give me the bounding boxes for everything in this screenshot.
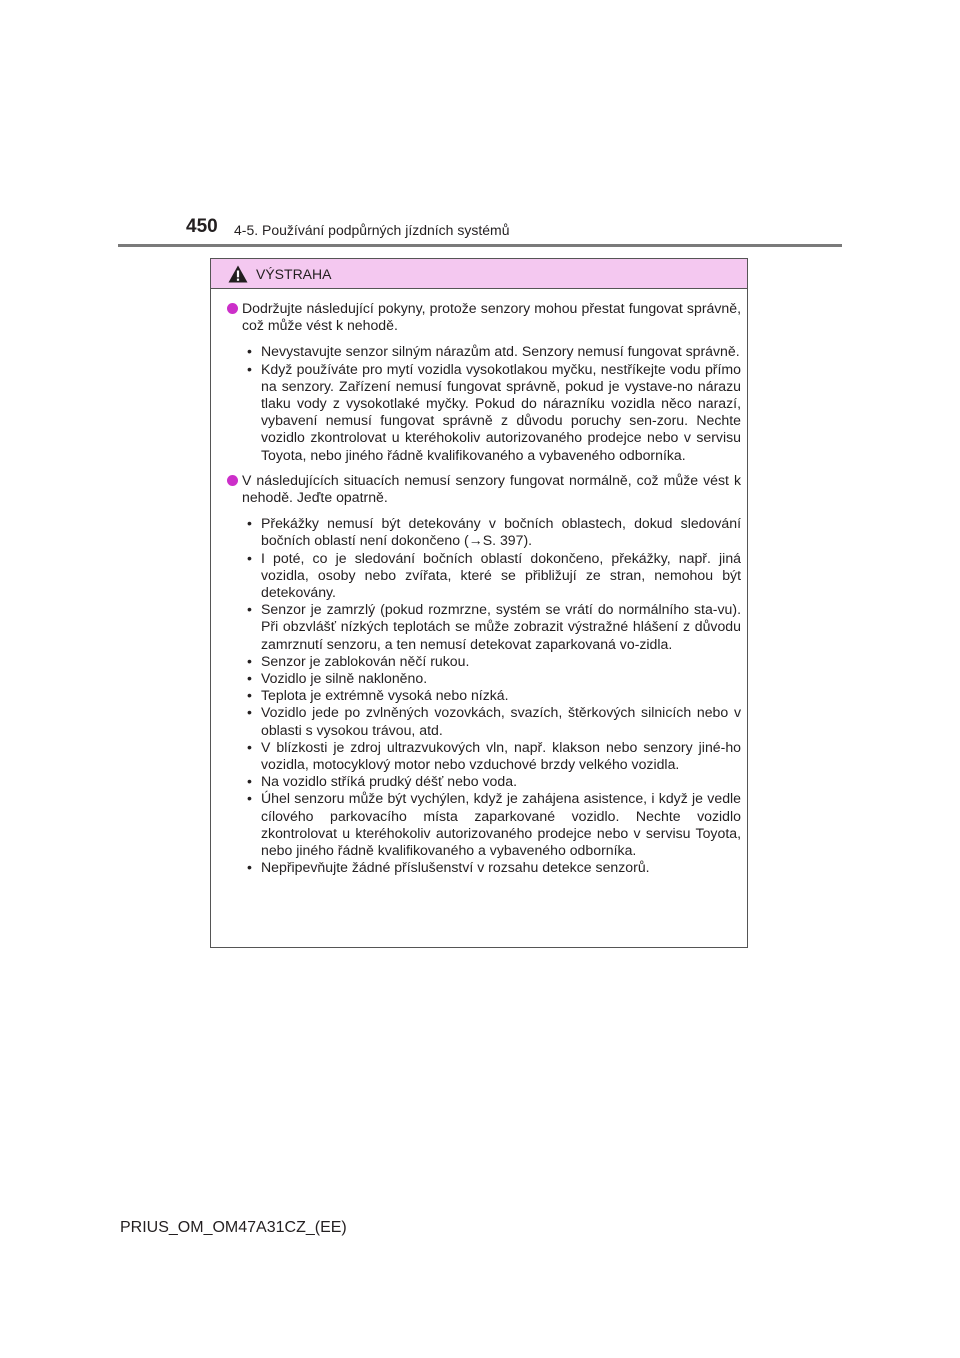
warning-title: VÝSTRAHA <box>256 265 332 282</box>
list-item: • Když používáte pro mytí vozidla vysokotlakou myčku, nestříkejte vodu přímo na senzory. Zařízení nemusí fungovat správně, pokud je vystave-no nárazu tlaku vody z vysokotlaké myčky. Pokud do nárazníku vozidla něco narazí, vybavení nemusí fungovat správně z důvodu poruchy sen-zoru. Nechte vozidlo zkontrolovat u kteréhokoliv autorizovaného prodejce nebo v servisu Toyota, nebo jiného řádně kvalifikovaného a vybaveného odborníka. <box>247 360 741 463</box>
list-item: • Na vozidlo stříká prudký déšť nebo voda. <box>247 773 517 790</box>
section-title: 4-5. Používání podpůrných jízdních systémů <box>234 222 510 238</box>
bullet-dot-icon <box>227 303 238 314</box>
page-number: 450 <box>186 216 218 237</box>
warning-paragraph <box>217 300 741 334</box>
list-item: • Teplota je extrémně vysoká nebo nízká. <box>247 687 509 704</box>
list-item: • V blízkosti je zdroj ultrazvukových vln, např. klakson nebo senzory jiné-ho vozidla, motocyklový motor nebo vzduchové brzdy velkého vozidla. <box>247 738 741 773</box>
warning-body <box>211 289 747 877</box>
warning-item-list <box>217 515 741 876</box>
warning-paragraph <box>217 472 741 506</box>
list-item: • Vozidlo je silně nakloněno. <box>247 670 428 687</box>
warning-item-list <box>217 343 741 463</box>
list-item: • Nevystavujte senzor silným nárazům atd. Senzory nemusí fungovat správně. <box>247 343 740 360</box>
document-code: PRIUS_OM_OM47A31CZ_(EE) <box>120 1219 347 1236</box>
list-item: • Senzor je zamrzlý (pokud rozmrzne, systém se vrátí do normálního sta-vu). Při obzvlášť nízkých teplotách se může zobrazit výstražné hlášení z důvodu zamrznutí senzoru, a ten nemusí detekovat zaparkovaná vo-zidla. <box>247 601 741 652</box>
list-item: • Vozidlo jede po zvlněných vozovkách, svazích, štěrkových silnicích nebo v oblasti s vysokou trávou, atd. <box>247 704 741 738</box>
paragraph-text: V následujících situacích nemusí senzory fungovat normálně, což může vést k nehodě. Jeďte opatrně. <box>242 471 741 506</box>
bullet-dot-icon <box>227 475 238 486</box>
warning-triangle-icon <box>228 265 248 283</box>
page-header <box>0 0 960 250</box>
list-item: • I poté, co je sledování bočních oblastí dokončeno, překážky, např. jiná vozidla, osoby nebo zvířata, které se přibližují ze stran, nemohou být detekovány. <box>247 549 741 601</box>
paragraph-text: Dodržujte následující pokyny, protože senzory mohou přestat fungovat správně, což může vést k nehodě. <box>242 300 741 334</box>
header-divider <box>118 244 842 247</box>
list-item: • Senzor je zablokován něčí rukou. <box>247 652 470 669</box>
list-item: • Překážky nemusí být detekovány v bočních oblastech, dokud sledování bočních oblastí není dokončeno (→S. 397). <box>247 515 741 549</box>
list-item: • Nepřipevňujte žádné příslušenství v rozsahu detekce senzorů. <box>247 859 650 876</box>
warning-header <box>211 259 747 289</box>
list-item: • Úhel senzoru může být vychýlen, když je zahájena asistence, i když je vedle cílového parkovacího místa zaparkované vozidlo. Nechte vozidlo zkontrolovat u kteréhokoliv autorizovaného prodejce nebo v servisu Toyota, nebo jiného řádně kvalifikovaného a vybaveného odborníka. <box>247 790 741 859</box>
warning-box <box>210 258 748 948</box>
